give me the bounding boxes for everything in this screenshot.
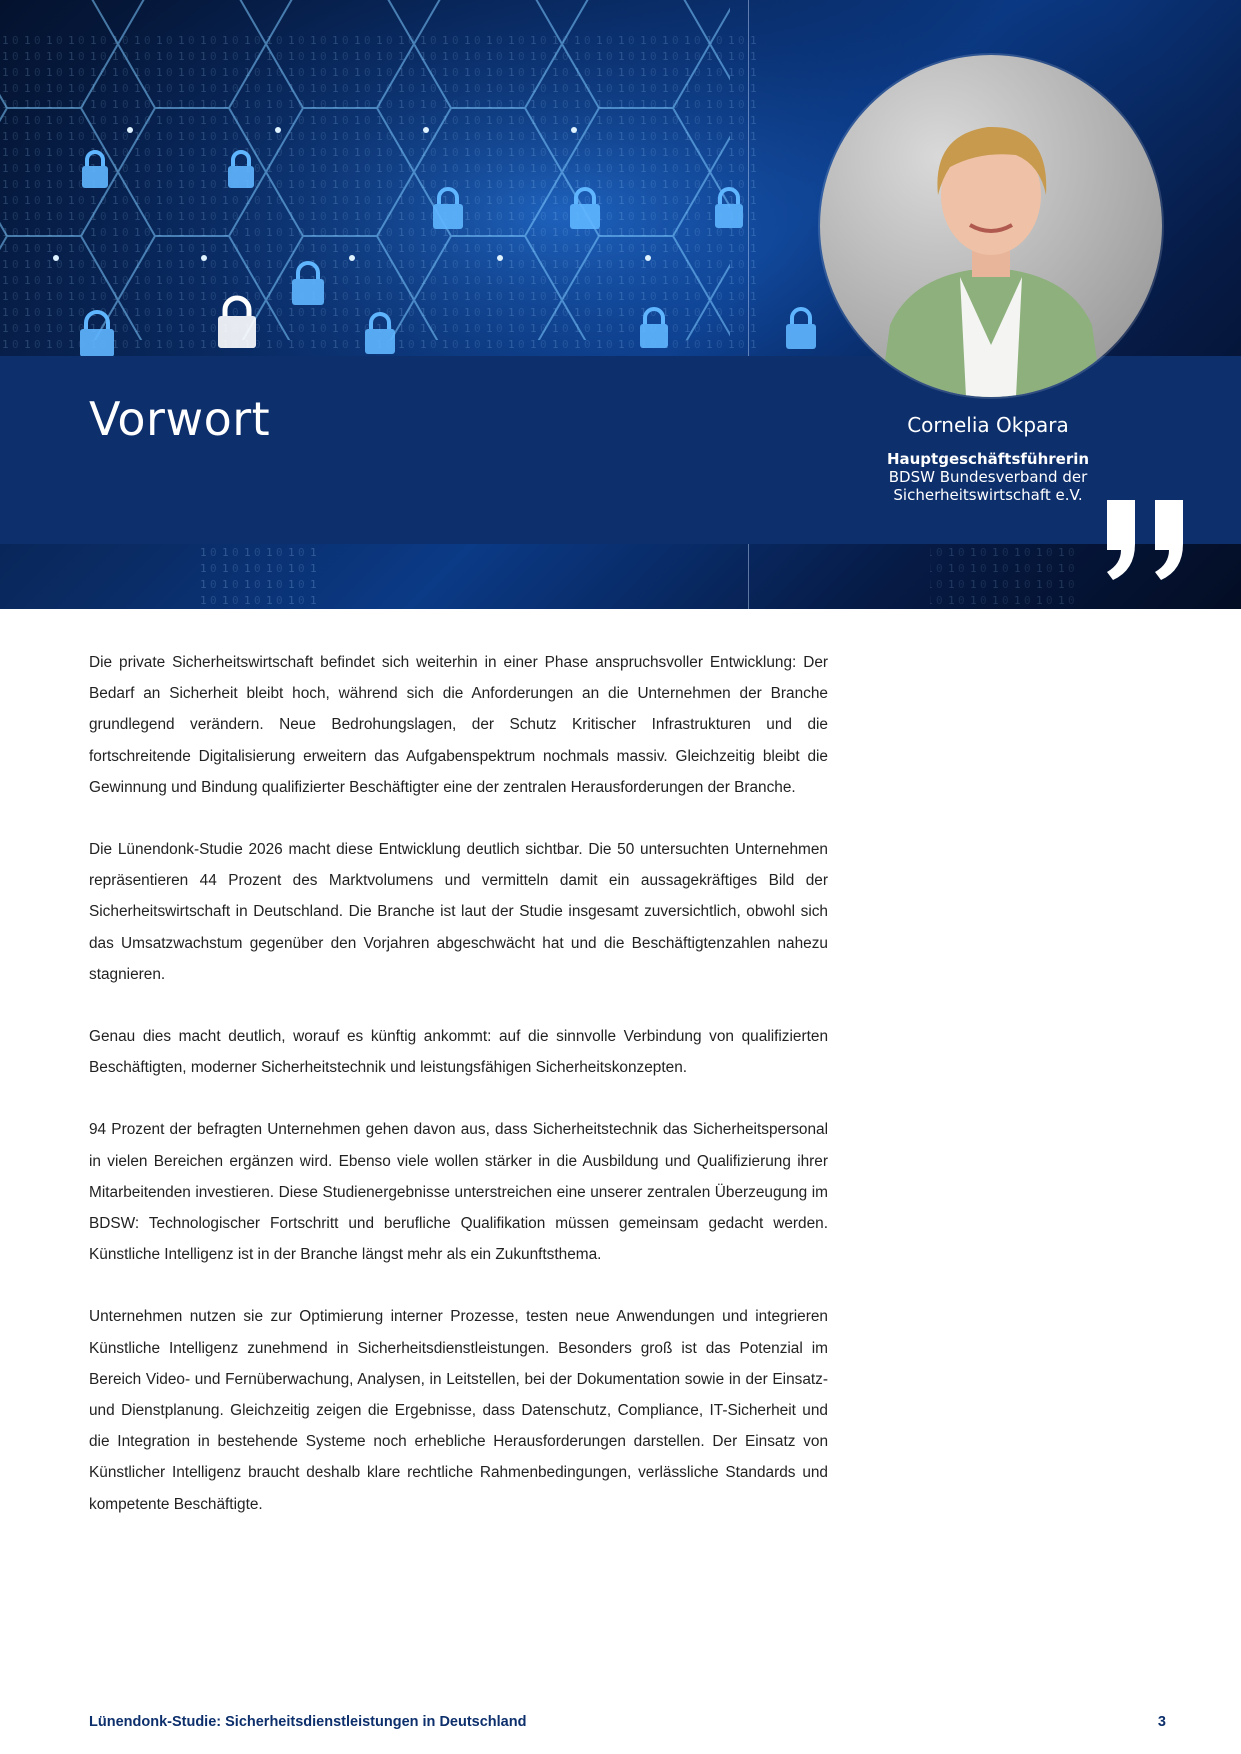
paragraph-4: 94 Prozent der befragten Unternehmen gehen davon aus, dass Sicherheitstechnik das Sicherheitspersonal in vielen Bereichen ergänzen wird. Ebenso viele wollen stärker in die Ausbildung und Qualifizierung ihrer Mitarbeitenden investieren. Diese Studienergebnisse unterstreichen eine unserer zentralen Überzeugung im BDSW: Technologischer Fortschritt und berufliche Qualifikation müssen gemeinsam gedacht werden. Künstliche Intelligenz ist in der Branche längst mehr als ein Zukunftsthema.	[89, 1121, 828, 1264]
author-role: Hauptgeschäftsführerin	[886, 450, 1090, 468]
paragraph-5: Unternehmen nutzen sie zur Optimierung interner Prozesse, testen neue Anwendungen und integrieren Künstliche Intelligenz zunehmend in Sicherheitsdienstleistungen. Besonders groß ist das Potenzial im Bereich Video- und Fernüberwachung, Analysen, in Leitstellen, bei der Dokumentation sowie in der Einsatz- und Dienstplanung. Gleichzeitig zeigen die Ergebnisse, dass Datenschutz, Compliance, IT-Sicherheit und die Integration in bestehende Systeme noch erhebliche Herausforderungen darstellen. Der Einsatz von Künstlicher Intelligenz braucht deshalb klare rechtliche Rahmenbedingungen, verlässliche Standards und kompetente Beschäftigte.	[89, 1308, 828, 1513]
author-portrait	[820, 55, 1162, 397]
paragraph-1: Die private Sicherheitswirtschaft befindet sich weiterhin in einer Phase anspruchsvoller Entwicklung: Der Bedarf an Sicherheit bleibt hoch, während sich die Anforderungen an die Unternehmen der Branche grundlegend verändern. Neue Bedrohungslagen, der Schutz Kritischer Infrastrukturen und die fortschreitende Digitalisierung erweitern das Aufgabenspektrum nochmals massiv. Gleichzeitig bleibt die Gewinnung und Bindung qualifizierter Beschäftigter eine der zentralen Herausforderungen der Branche.	[89, 654, 828, 796]
author-organization	[858, 468, 1118, 504]
page-number: 3	[1157, 1714, 1166, 1730]
page-title: Vorwort	[89, 392, 271, 446]
foreword-body	[89, 647, 828, 1551]
footer-title: Lünendonk-Studie: Sicherheitsdienstleistungen in Deutschland	[89, 1714, 527, 1730]
paragraph-3: Genau dies macht deutlich, worauf es künftig ankommt: auf die sinnvolle Verbindung von qualifizierten Beschäftigten, moderner Sicherheitstechnik und leistungsfähigen Sicherheitskonzepten.	[89, 1028, 828, 1077]
header-banner	[0, 0, 1241, 609]
paragraph-2: Die Lünendonk-Studie 2026 macht diese Entwicklung deutlich sichtbar. Die 50 untersuchten Unternehmen repräsentieren 44 Prozent des Marktvolumens und vermitteln damit ein aussagekräftiges Bild der Sicherheitswirtschaft in Deutschland. Die Branche ist laut der Studie insgesamt zuversichtlich, obwohl sich das Umsatzwachstum gegenüber den Vorjahren abgeschwächt hat und die Beschäftigtenzahlen nahezu stagnieren.	[89, 841, 828, 983]
quote-mark-icon	[1105, 500, 1191, 582]
author-org-line-2: Sicherheitswirtschaft e.V.	[893, 486, 1083, 504]
author-name: Cornelia Okpara	[907, 413, 1069, 437]
author-org-line-1: BDSW Bundesverband der	[888, 468, 1088, 486]
